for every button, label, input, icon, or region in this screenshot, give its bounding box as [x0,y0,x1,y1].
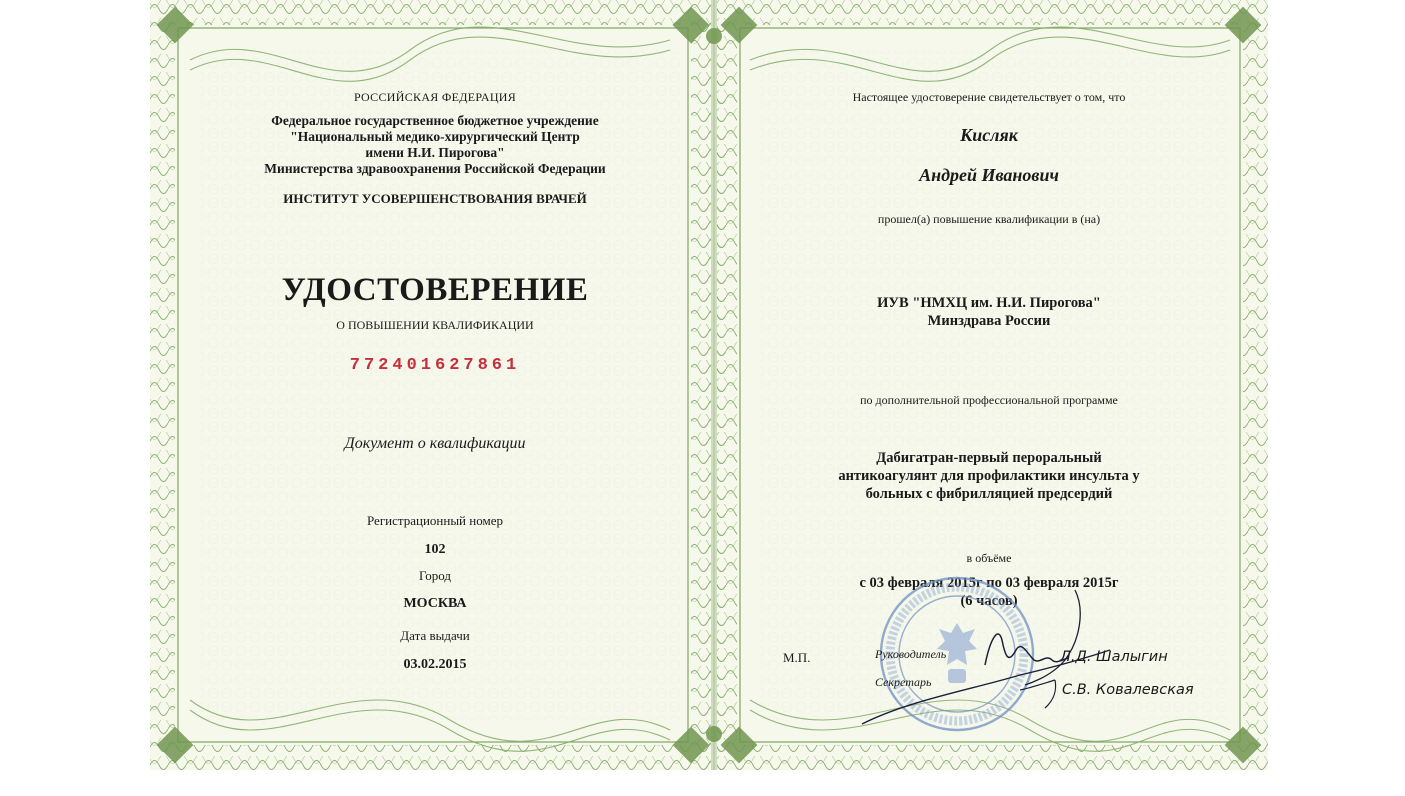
study-hours: (6 часов) [960,593,1018,609]
document-type: Документ о квалификации [344,435,526,452]
holder-given-names: Андрей Иванович [919,165,1059,185]
org-line-2: "Национальный медико-хирургический Центр [290,129,580,144]
reg-number-label: Регистрационный номер [367,513,503,528]
city-value: МОСКВА [403,596,467,611]
org-line-1: Федеральное государственное бюджетное учреждение [271,113,599,128]
course-line-3: больных с фибрилляцией предсердий [865,486,1113,502]
org-line-3: имени Н.И. Пирогова" [365,145,505,160]
stamp-mark: М.П. [783,650,811,665]
secretary-label: Секретарь [875,675,932,689]
institution-line-1: ИУВ "НМХЦ им. Н.И. Пирогова" [877,295,1101,311]
program-label: по дополнительной профессиональной программе [860,393,1118,407]
document-subtitle: О ПОВЫШЕНИИ КВАЛИФИКАЦИИ [336,318,534,332]
document-title: УДОСТОВЕРЕНИЕ [281,272,589,308]
course-line-1: Дабигатран-первый пероральный [876,450,1102,466]
secretary-name: С.В. Ковалевская [1062,682,1194,698]
course-line-2: антикоагулянт для профилактики инсульта у [838,468,1140,484]
intro-text: Настоящее удостоверение свидетельствует о том, что [852,90,1126,104]
reg-number: 102 [424,542,446,557]
head-label: Руководитель [875,647,947,661]
issue-date: 03.02.2015 [403,657,467,672]
city-label: Город [418,568,452,583]
certificate-spread [150,0,1268,770]
institution-line-2: Минздрава России [927,313,1051,329]
head-name: Л.Д. Шалыгин [1060,649,1168,665]
country-name: РОССИЙСКАЯ ФЕДЕРАЦИЯ [353,90,517,104]
handwritten-signatures [150,0,1268,770]
study-period: с 03 февраля 2015г по 03 февраля 2015г [859,575,1119,591]
passed-text: прошел(а) повышение квалификации в (на) [877,212,1101,226]
holder-surname: Кисляк [960,125,1018,145]
org-line-4: Министерства здравоохранения Российской Федерации [264,161,606,176]
volume-label: в объёме [966,551,1012,565]
serial-number: 772401627861 [349,356,521,375]
issue-date-label: Дата выдачи [400,628,470,643]
institute-name: ИНСТИТУТ УСОВЕРШЕНСТВОВАНИЯ ВРАЧЕЙ [283,191,587,206]
